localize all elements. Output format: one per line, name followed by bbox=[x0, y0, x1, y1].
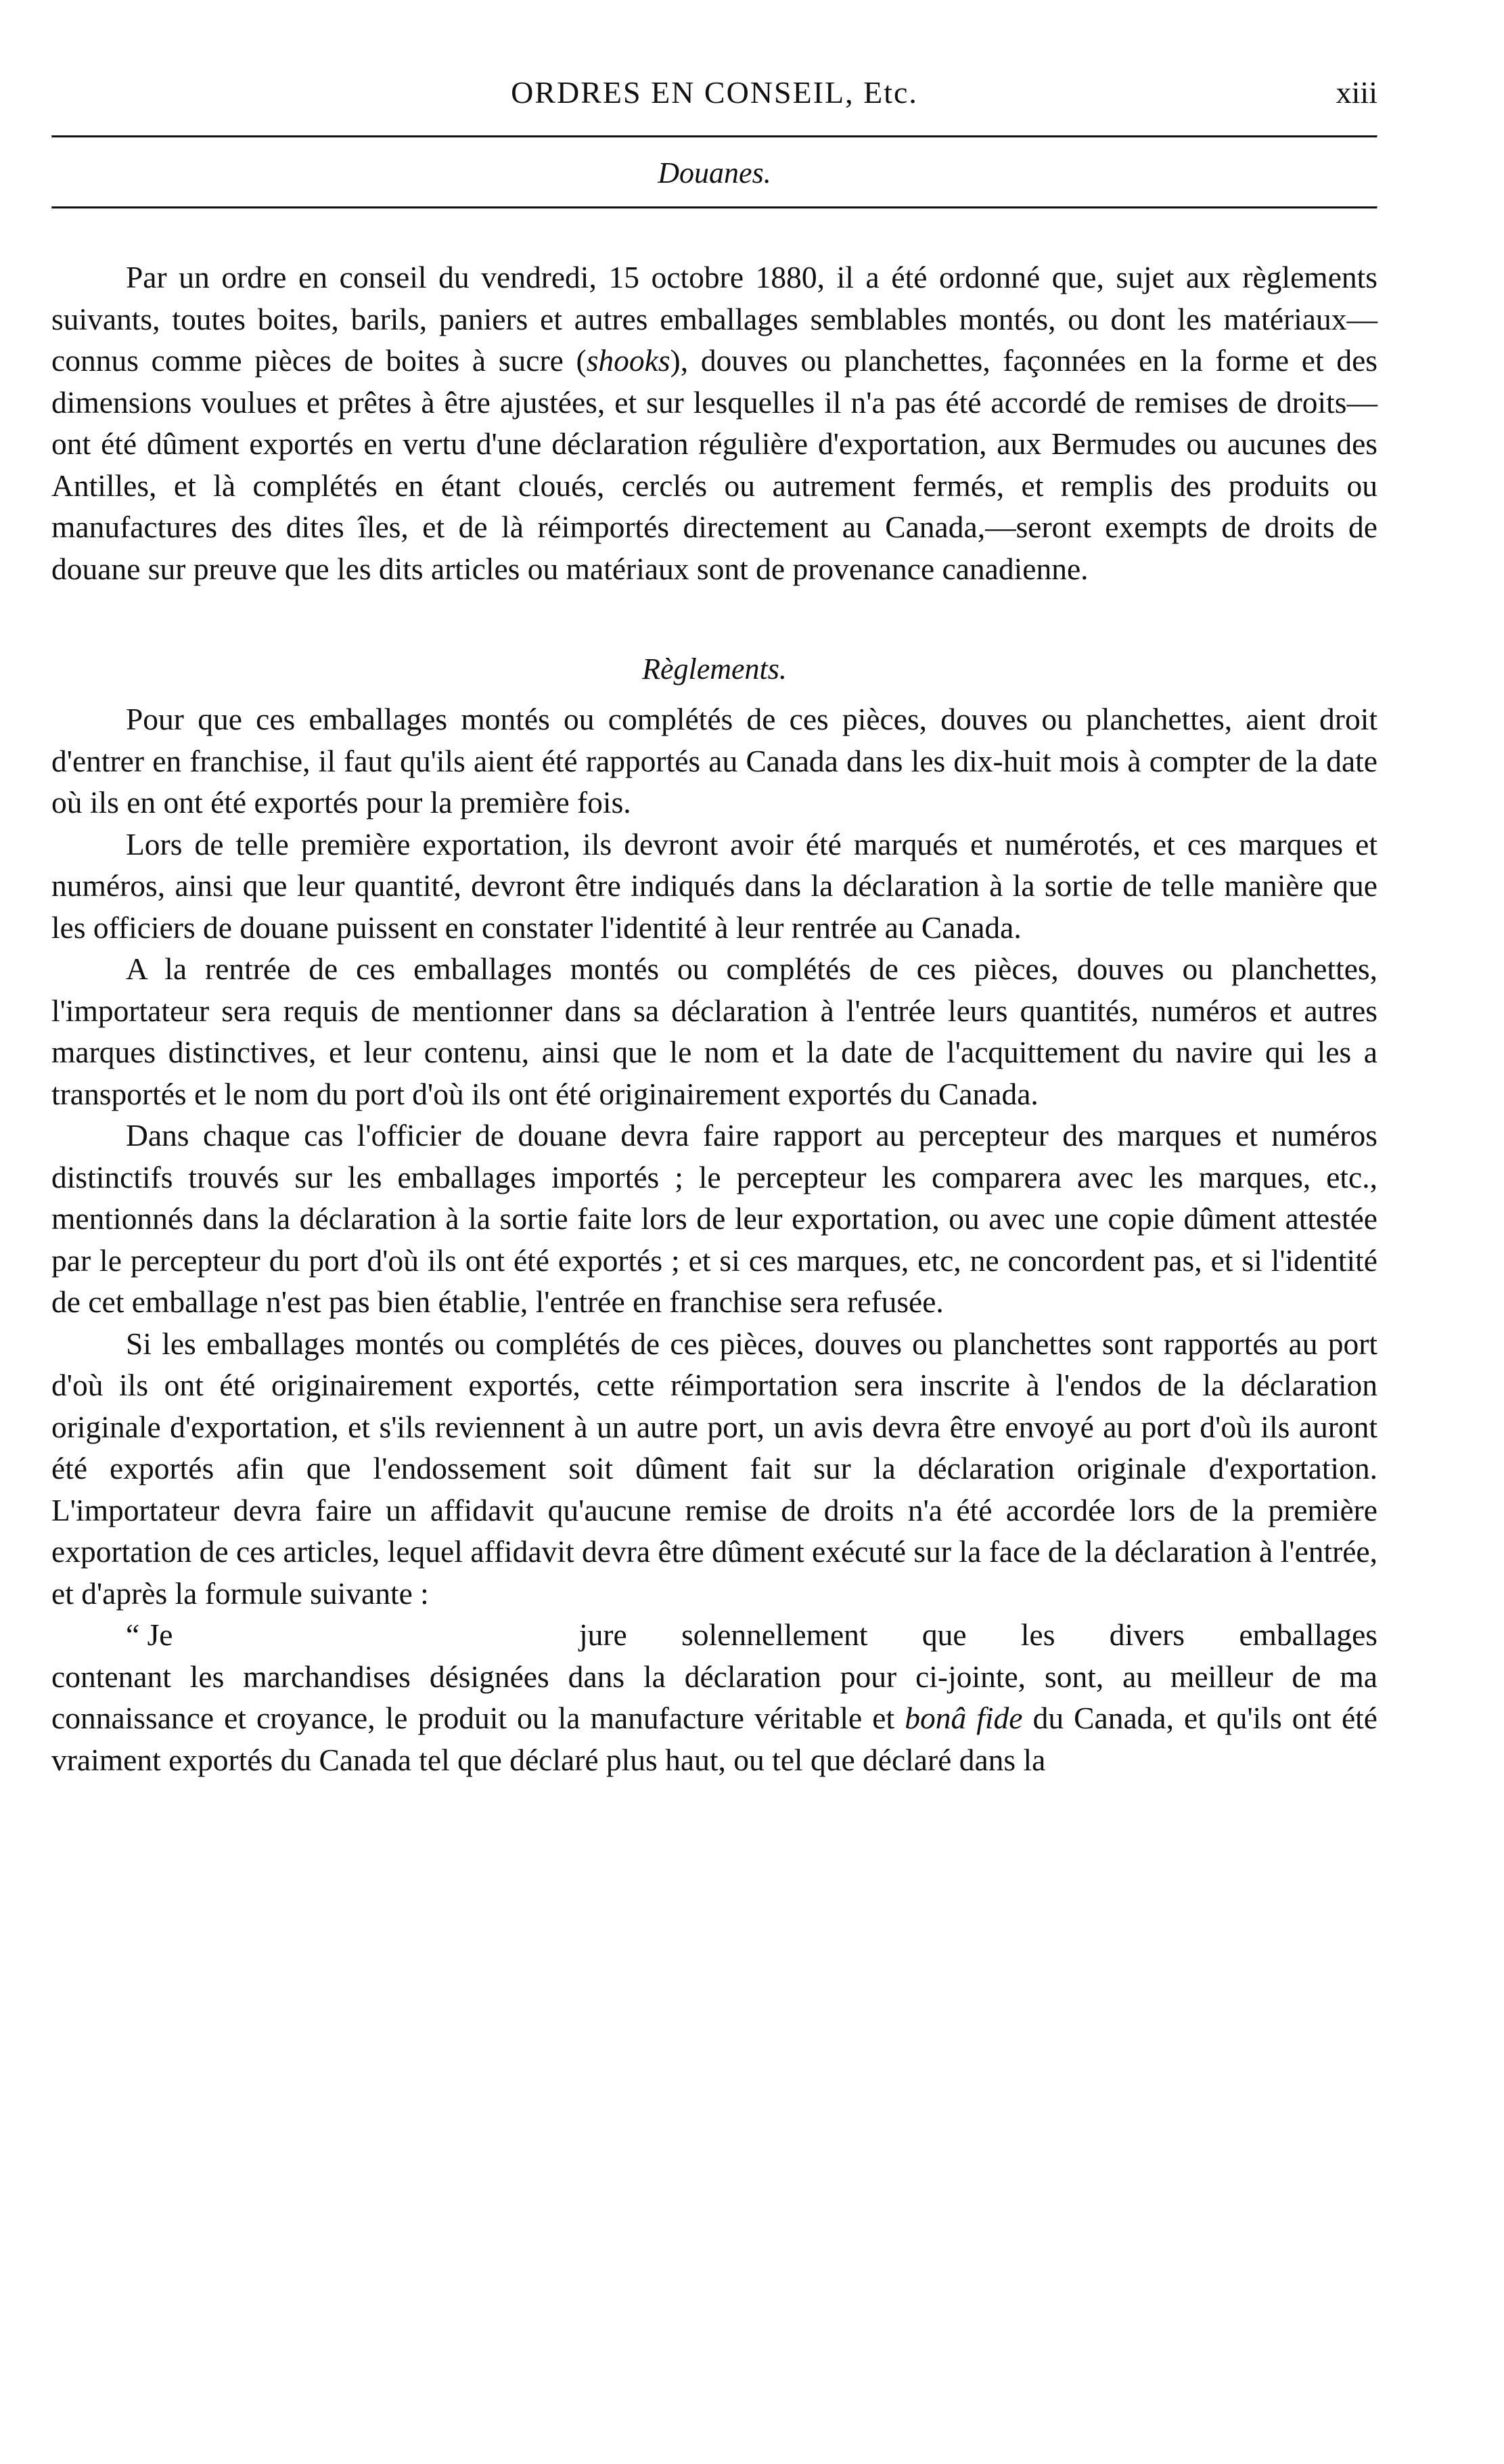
section-heading: Douanes. bbox=[658, 156, 771, 189]
oath-bona-fide: bonâ fide bbox=[905, 1701, 1023, 1735]
reglements-paragraph: Dans chaque cas l'officier de douane devra faire rapport au percepteur des marques et numéros distinctifs trouvés sur les emballages importés ; le percepteur les comparera avec les marques, etc., mentionnés dans la déclaration à la sortie faite lors de leur exportation, ou avec une copie dûment attestée par le percepteur du port d'où ils ont été exportés ; et si ces marques, etc, ne concordent pas, et si l'identité de cet emballage n'est pas bien établie, l'entrée en franchise sera refusée. bbox=[51, 1118, 1377, 1319]
intro-text-2: ), douves ou planchettes, façonnées en la forme et des dimensions voulues et prêtes à être ajustées, et sur lesquelles il n'a pas été accordé de remises de droits—ont été dûment exportés en vertu d'une déclaration régulière d'exportation, aux Bermudes ou aucunes des Antilles, et là complétés en étant cloués, cerclés ou autrement fermés, et remplis des produits ou manufactures des dites îles, et de là réimportés directement au Canada,—seront exempts de droits de douane sur preuve que les dits articles ou matériaux sont de provenance canadienne. bbox=[51, 343, 1377, 586]
oath-first-line bbox=[51, 1614, 1377, 1656]
reglements-paragraph: Pour que ces emballages montés ou complétés de ces pièces, douves ou planchettes, aient droit d'entrer en franchise, il faut qu'ils aient été rapportés au Canada dans les dix-huit mois à compter de la date où ils en ont été exportés pour la première fois. bbox=[51, 702, 1377, 820]
oath-line1-rest: jure solennellement que les divers emballages bbox=[579, 1617, 1377, 1652]
oath-text-1: contenant les marchandises désignées dans la déclaration pour ci-jointe, sont, au meilleur de ma connaissance et croyance, le produit ou la manufacture véritable et bbox=[51, 1659, 1377, 1735]
intro-text-1: Par un ordre en conseil du vendredi, 15 octobre 1880, il a été ordonné que, sujet aux règlements suivants, toutes boites, barils, paniers et autres emballages semblables montés, ou dont les matériaux—connus comme pièces de boites à sucre ( bbox=[51, 260, 1377, 378]
intro-term: shooks bbox=[586, 343, 670, 378]
oath-continuation bbox=[51, 1656, 1377, 1781]
document-page bbox=[51, 74, 1377, 1780]
reglements-heading: Règlements. bbox=[642, 652, 787, 686]
oath-open: “ Je bbox=[126, 1617, 173, 1652]
reglements-paragraph: Lors de telle première exportation, ils devront avoir été marqués et numérotés, et ces marques et numéros, ainsi que leur quantité, devront être indiqués dans la déclaration à la sortie de telle manière que les officiers de douane puissent en constater l'identité à leur rentrée au Canada. bbox=[51, 826, 1377, 945]
intro-paragraph bbox=[51, 256, 1377, 589]
oath-text-2: du Canada, et qu'ils ont été vraiment exportés du Canada tel que déclaré plus haut, ou tel que déclaré dans la bbox=[51, 1701, 1377, 1777]
reglements-paragraph: Si les emballages montés ou complétés de ces pièces, douves ou planchettes sont rapportés au port d'où ils ont été originairement exportés, cette réimportation sera inscrite à l'endos de la déclaration originale d'exportation, et s'ils reviennent à un autre port, un avis devra être envoyé au port d'où ils auront été exportés afin que l'endossement soit dûment fait sur la déclaration originale d'exportation. L'importateur devra faire un affidavit qu'aucune remise de droits n'a été accordée lors de la première exportation de ces articles, lequel affidavit devra être dûment exécuté sur la face de la déclaration à l'entrée, et d'après la formule suivante : bbox=[51, 1326, 1377, 1611]
running-title: ORDRES EN CONSEIL, Etc. bbox=[511, 75, 918, 110]
reglements-paragraph: A la rentrée de ces emballages montés ou complétés de ces pièces, douves ou planchettes, l'importateur sera requis de mentionner dans sa déclaration à l'entrée leurs quantités, numéros et autres marques distinctives, et leur contenu, ainsi que le nom et la date de l'acquittement du navire qui les a transportés et le nom du port d'où ils ont été originairement exportés du Canada. bbox=[51, 951, 1377, 1111]
page-number: xiii bbox=[1336, 75, 1377, 110]
page-header bbox=[51, 74, 1377, 135]
top-rule bbox=[51, 135, 1377, 138]
